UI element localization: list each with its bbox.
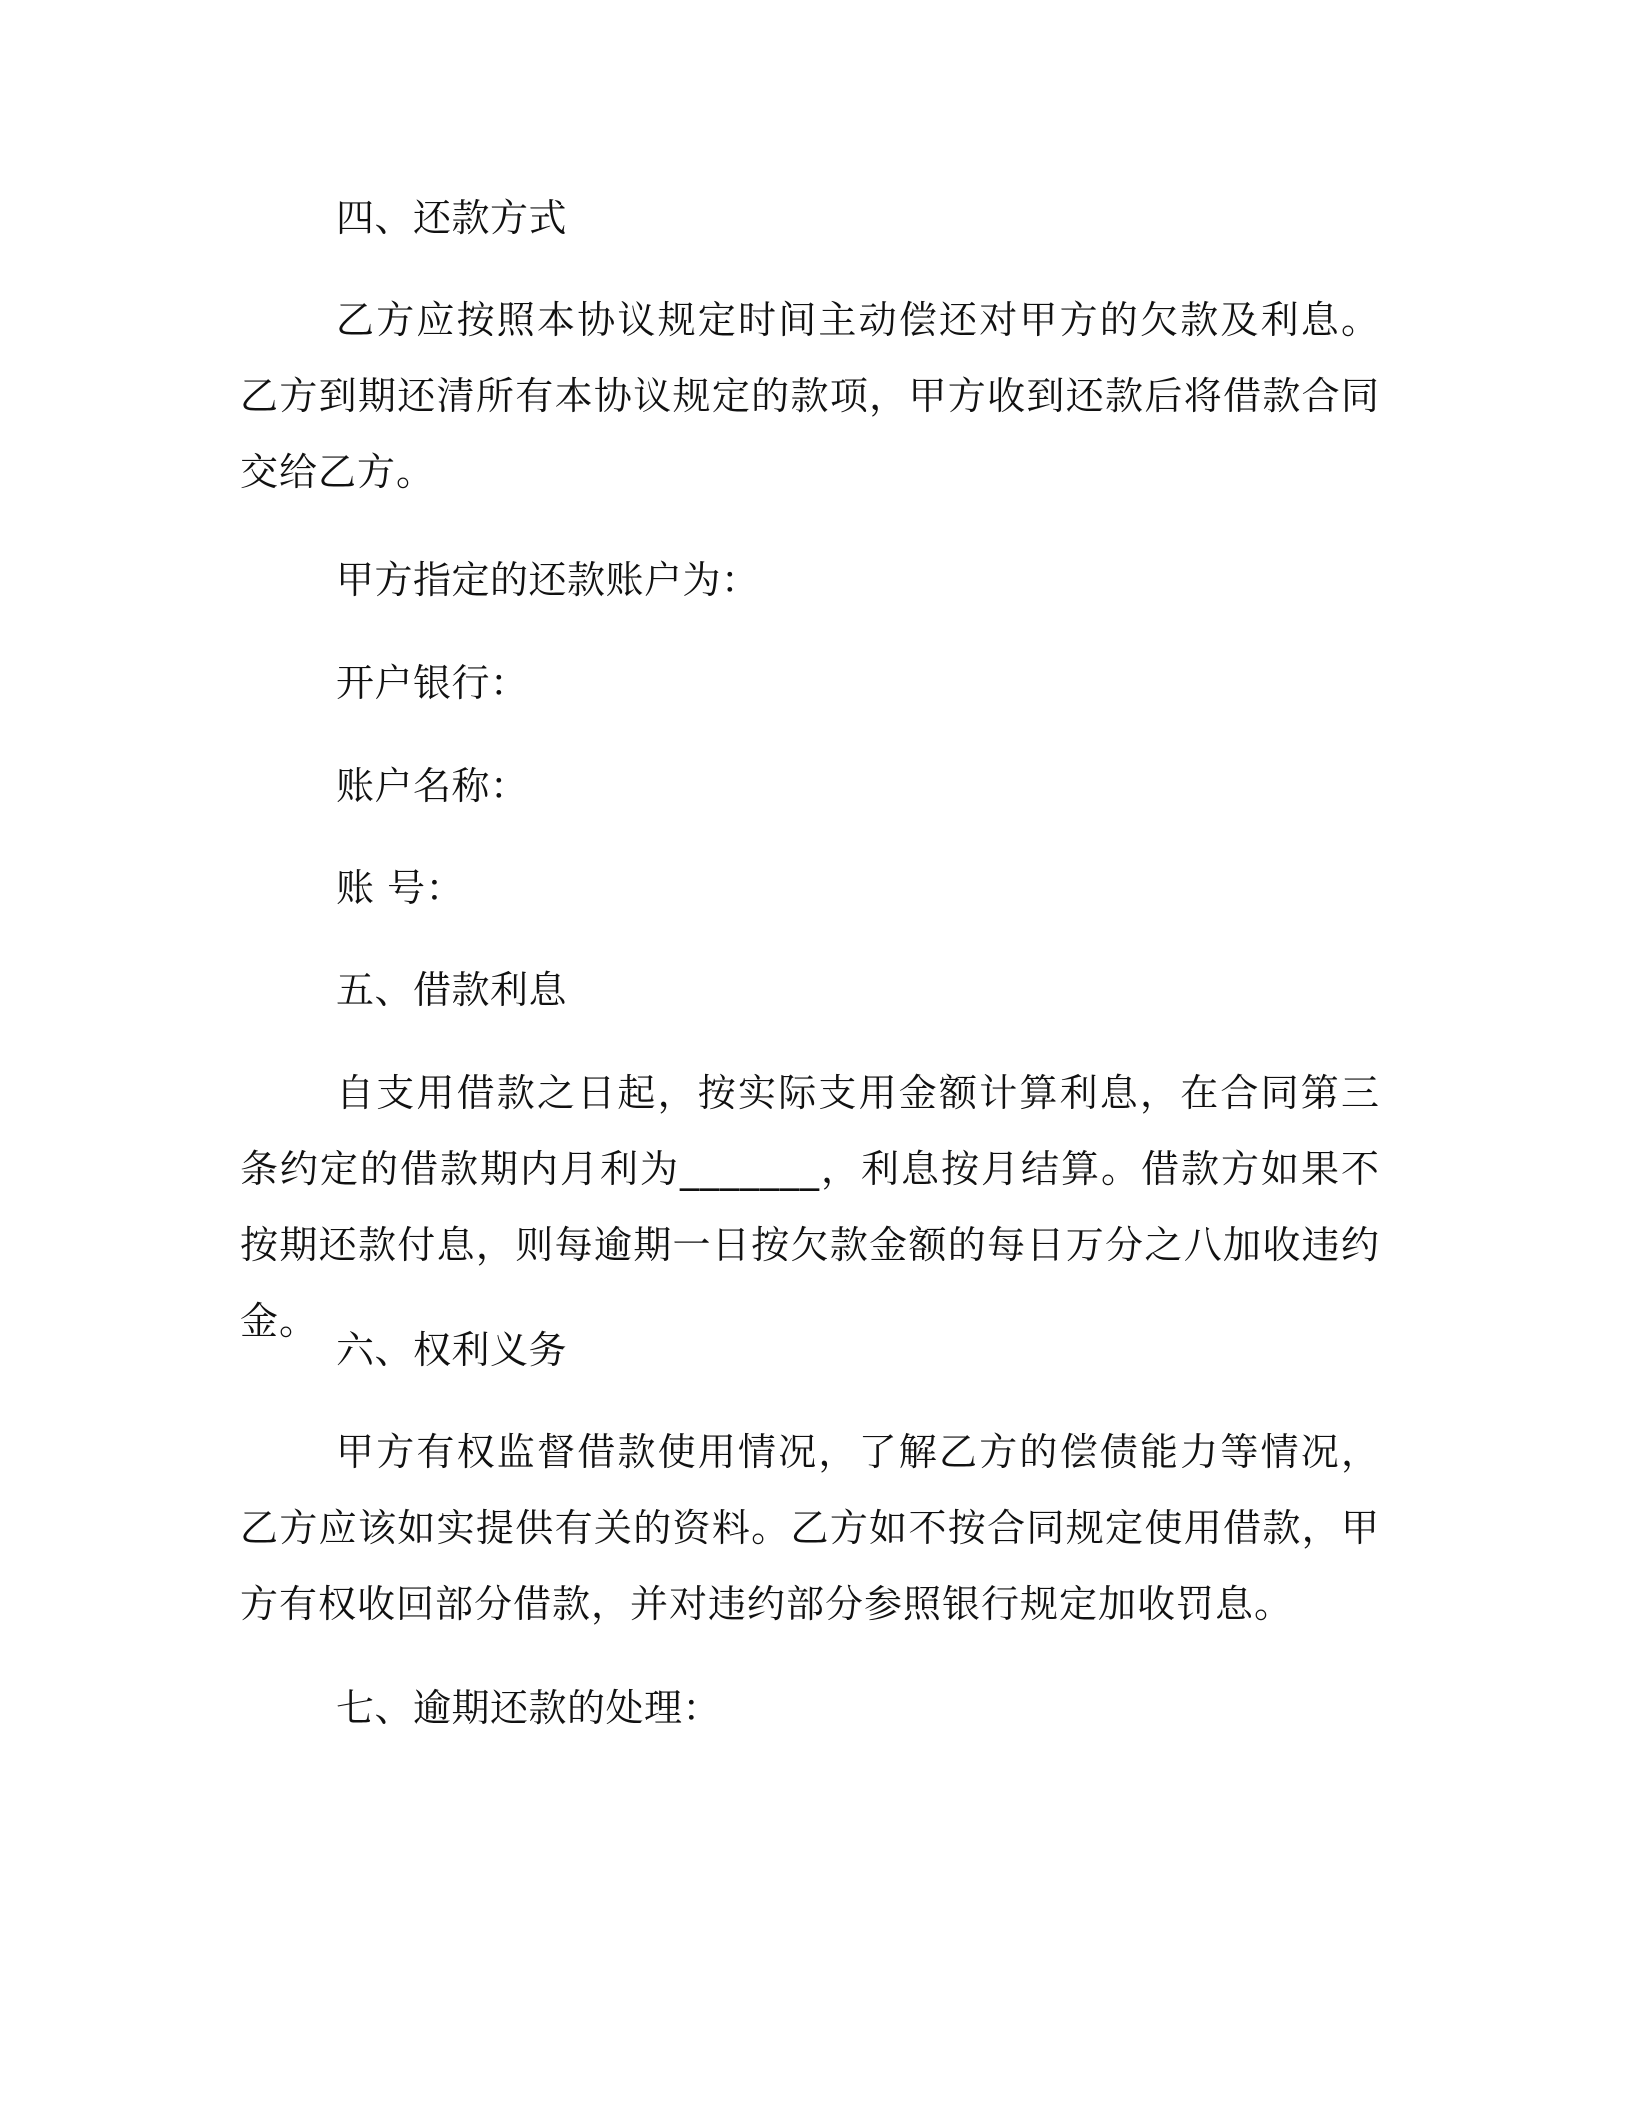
account-number-label: 账 号： [336,866,465,910]
repayment-paragraph: 乙方应按照本协议规定时间主动偿还对甲方的欠款及利息。乙方到期还清所有本协议规定的款项，甲方收到还款后将借款合同交给乙方。 [240,298,1380,494]
interest-paragraph: 自支用借款之日起，按实际支用金额计算利息，在合同第三条约定的借款期内月利为_______，利息按月结算。借款方如果不按期还款付息，则每逾期一日按欠款金额的每日万分之八加收违约金。 [240,1071,1380,1343]
bank-label: 开户银行： [336,661,529,705]
section-heading-rights-obligations: 六、权利义务 [336,1328,568,1372]
section-heading-loan-interest: 五、借款利息 [336,968,568,1012]
section-heading-repayment-method: 四、还款方式 [336,196,568,240]
repayment-account-intro: 甲方指定的还款账户为： [336,558,760,602]
section-heading-overdue-handling: 七、逾期还款的处理： [336,1686,722,1730]
rights-paragraph: 甲方有权监督借款使用情况，了解乙方的偿债能力等情况，乙方应该如实提供有关的资料。乙方如不按合同规定使用借款，甲方有权收回部分借款，并对违约部分参照银行规定加收罚息。 [240,1430,1380,1626]
account-name-label: 账户名称： [336,764,529,808]
